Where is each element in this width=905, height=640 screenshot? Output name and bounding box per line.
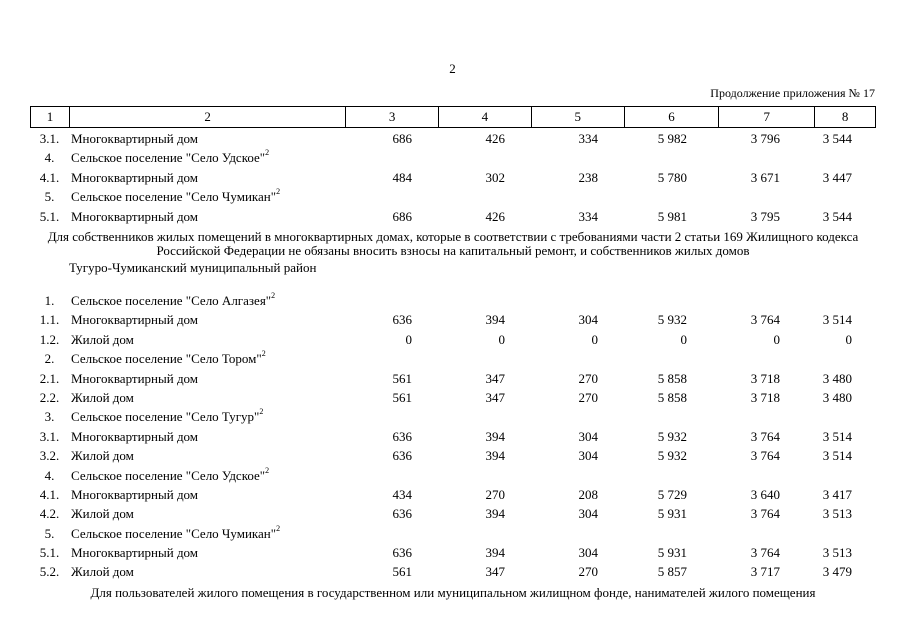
value-col-8: 3 479 <box>822 564 852 580</box>
value-col-5: 270 <box>578 389 598 405</box>
value-col-5: 334 <box>578 131 598 146</box>
table-row <box>30 543 876 562</box>
table-row <box>30 168 876 187</box>
value-col-6: 5 780 <box>657 169 687 185</box>
row-number: 4. <box>44 467 55 483</box>
value-col-5: 238 <box>578 169 598 185</box>
value-col-6: 5 858 <box>657 389 687 405</box>
value-col-4: 394 <box>485 448 505 464</box>
value-col-8: 0 <box>845 331 852 347</box>
value-col-5: 304 <box>578 545 598 561</box>
row-name <box>69 349 346 368</box>
row-name <box>69 485 346 504</box>
table-row <box>30 291 876 310</box>
value-col-7 <box>720 524 816 543</box>
table-row <box>30 466 876 485</box>
value-col-4 <box>439 349 532 368</box>
value-col-8 <box>816 524 876 543</box>
row-name-text: Многоквартирный дом <box>71 131 199 146</box>
row-name <box>69 427 346 446</box>
row-name <box>69 562 346 581</box>
header-col-2: 2 <box>70 107 346 127</box>
table-row <box>30 446 876 465</box>
table-row <box>30 524 876 543</box>
table-row <box>30 207 876 226</box>
value-col-3: 561 <box>392 389 412 405</box>
value-col-5 <box>532 349 625 368</box>
table-row <box>30 485 876 504</box>
value-col-6: 5 729 <box>657 486 687 502</box>
value-col-8: 3 514 <box>822 448 852 464</box>
row-number: 4.2. <box>39 506 60 522</box>
header-col-1: 1 <box>31 107 70 127</box>
value-col-7 <box>720 466 816 485</box>
value-col-4: 347 <box>485 370 505 386</box>
row-name <box>69 388 346 407</box>
value-col-5: 304 <box>578 312 598 328</box>
value-col-6 <box>625 349 720 368</box>
value-col-7: 3 764 <box>750 506 780 522</box>
value-col-6 <box>625 148 720 167</box>
value-col-4: 302 <box>485 169 505 185</box>
value-col-4: 270 <box>485 486 505 502</box>
row-name <box>69 524 346 543</box>
row-name-text: Жилой дом <box>71 448 134 464</box>
value-col-5: 208 <box>578 486 598 502</box>
value-col-6: 5 931 <box>657 506 687 522</box>
value-col-4: 394 <box>485 506 505 522</box>
row-name <box>69 369 346 388</box>
value-col-8: 3 513 <box>822 506 852 522</box>
row-number: 2.2. <box>39 389 60 405</box>
value-col-8: 3 514 <box>822 428 852 444</box>
value-col-8: 3 513 <box>822 545 852 561</box>
row-name-text: Сельское поселение "Село Чумикан" <box>71 189 277 205</box>
value-col-8 <box>816 466 876 485</box>
value-col-4: 0 <box>498 331 505 347</box>
value-col-5: 304 <box>578 448 598 464</box>
row-name <box>69 148 346 167</box>
value-col-3 <box>346 466 439 485</box>
value-col-7: 3 764 <box>750 312 780 328</box>
value-col-8: 3 480 <box>822 389 852 405</box>
row-name-text: Многоквартирный дом <box>71 428 199 444</box>
value-col-6: 5 857 <box>657 564 687 580</box>
row-name <box>69 187 346 206</box>
row-name-text: Сельское поселение "Село Алгазея" <box>71 293 272 308</box>
value-col-5: 304 <box>578 506 598 522</box>
value-col-7: 0 <box>773 331 780 347</box>
header-col-6: 6 <box>625 107 720 127</box>
row-name <box>69 466 346 485</box>
value-col-7: 3 717 <box>750 564 780 580</box>
value-col-6 <box>625 291 720 310</box>
value-col-4: 426 <box>485 208 505 224</box>
header-col-8: 8 <box>841 109 849 124</box>
footnote-marker: 2 <box>265 465 270 475</box>
row-number: 4. <box>44 150 55 166</box>
row-number: 5.1. <box>39 545 60 561</box>
value-col-3: 0 <box>405 331 412 347</box>
row-number: 2. <box>44 351 55 367</box>
page-number: 2 <box>449 61 456 76</box>
value-col-4 <box>439 148 532 167</box>
value-col-7: 3 795 <box>750 208 780 224</box>
value-col-6: 5 932 <box>657 428 687 444</box>
row-number: 4.1. <box>39 169 60 185</box>
value-col-8: 3 417 <box>822 486 852 502</box>
value-col-8 <box>816 187 876 206</box>
value-col-3: 484 <box>392 169 412 185</box>
value-col-5: 334 <box>578 208 598 224</box>
row-number: 5.1. <box>39 208 60 224</box>
row-number: 5. <box>44 525 55 541</box>
value-col-3 <box>346 407 439 426</box>
value-col-7: 3 718 <box>750 370 780 386</box>
row-name <box>69 207 346 226</box>
value-col-5: 270 <box>578 370 598 386</box>
value-col-5 <box>532 466 625 485</box>
value-col-5: 270 <box>578 564 598 580</box>
value-col-6 <box>625 524 720 543</box>
header-col-5: 5 <box>532 107 625 127</box>
value-col-5 <box>532 148 625 167</box>
value-col-8 <box>816 148 876 167</box>
value-col-6: 5 982 <box>657 131 687 146</box>
header-col-4: 4 <box>439 107 532 127</box>
value-col-3: 636 <box>392 506 412 522</box>
row-name-text: Жилой дом <box>71 331 134 347</box>
value-col-7 <box>720 291 816 310</box>
value-col-6: 5 931 <box>657 545 687 561</box>
value-col-4: 394 <box>485 428 505 444</box>
row-name-text: Многоквартирный дом <box>71 312 199 328</box>
row-name-text: Сельское поселение "Село Тором" <box>71 351 262 367</box>
value-col-3 <box>346 349 439 368</box>
table-row <box>30 349 876 368</box>
value-col-8 <box>816 291 876 310</box>
row-name <box>69 504 346 523</box>
header-col-3: 3 <box>346 107 439 127</box>
row-name <box>69 330 346 349</box>
table-row <box>30 187 876 206</box>
value-col-3: 636 <box>392 545 412 561</box>
section-paragraph-next: Для пользователей жилого помещения в государственном или муниципальном жилищном фонде, нанимателей жилого помещения <box>90 585 816 600</box>
value-col-8: 3 544 <box>822 131 852 146</box>
table-body-bottom <box>30 291 876 582</box>
value-col-8: 3 514 <box>822 312 852 328</box>
row-name <box>69 168 346 187</box>
value-col-8 <box>816 407 876 426</box>
row-name <box>69 129 346 148</box>
value-col-7 <box>720 187 816 206</box>
row-name-text: Жилой дом <box>71 506 134 522</box>
footnote-marker: 2 <box>271 291 276 300</box>
value-col-8: 3 447 <box>822 169 852 185</box>
value-col-8 <box>816 349 876 368</box>
row-name-text: Сельское поселение "Село Удское" <box>71 150 266 166</box>
row-number: 1.1. <box>39 312 60 328</box>
value-col-6: 5 858 <box>657 370 687 386</box>
row-name-text: Жилой дом <box>71 564 134 580</box>
table-row <box>30 388 876 407</box>
value-col-6 <box>625 187 720 206</box>
value-col-4: 394 <box>485 312 505 328</box>
continuation-label: Продолжение приложения № 17 <box>710 86 875 100</box>
value-col-5: 304 <box>578 428 598 444</box>
table-row <box>30 504 876 523</box>
table-row <box>30 129 876 148</box>
row-number: 5.2. <box>39 564 60 580</box>
value-col-4: 426 <box>485 131 505 146</box>
value-col-5 <box>532 524 625 543</box>
row-name <box>69 543 346 562</box>
value-col-7 <box>720 407 816 426</box>
footnote-marker: 2 <box>259 407 264 417</box>
value-col-4 <box>439 466 532 485</box>
value-col-5: 0 <box>591 331 598 347</box>
value-col-7: 3 640 <box>750 486 780 502</box>
value-col-5 <box>532 187 625 206</box>
value-col-3: 636 <box>392 312 412 328</box>
value-col-6 <box>625 407 720 426</box>
value-col-7: 3 764 <box>750 545 780 561</box>
value-col-7: 3 671 <box>750 169 780 185</box>
table-row <box>30 562 876 581</box>
row-number: 2.1. <box>39 370 60 386</box>
row-name-text: Многоквартирный дом <box>71 370 199 386</box>
value-col-3 <box>346 187 439 206</box>
value-col-5 <box>532 407 625 426</box>
row-number: 1. <box>44 293 55 308</box>
row-name-text: Многоквартирный дом <box>71 208 199 224</box>
row-number: 3.1. <box>39 131 60 146</box>
value-col-3: 434 <box>392 486 412 502</box>
table-row <box>30 148 876 167</box>
row-name-text: Сельское поселение "Село Тугур" <box>71 409 260 425</box>
value-col-6: 0 <box>680 331 687 347</box>
value-col-5 <box>532 291 625 310</box>
row-name-text: Сельское поселение "Село Чумикан" <box>71 525 277 541</box>
value-col-3: 686 <box>392 131 412 146</box>
value-col-7: 3 764 <box>750 448 780 464</box>
value-col-4 <box>439 524 532 543</box>
footnote-marker: 2 <box>276 187 281 197</box>
row-number: 3.2. <box>39 448 60 464</box>
value-col-3 <box>346 524 439 543</box>
row-name-text: Многоквартирный дом <box>71 486 199 502</box>
value-col-7: 3 764 <box>750 428 780 444</box>
value-col-7 <box>720 349 816 368</box>
value-col-8: 3 480 <box>822 370 852 386</box>
row-number: 1.2. <box>39 331 60 347</box>
district-name: Тугуро-Чумиканский муниципальный район <box>69 260 317 275</box>
value-col-3: 636 <box>392 448 412 464</box>
table-row <box>30 427 876 446</box>
row-number: 5. <box>44 189 55 205</box>
value-col-3: 561 <box>392 370 412 386</box>
value-col-3: 561 <box>392 564 412 580</box>
value-col-3: 636 <box>392 428 412 444</box>
value-col-4 <box>439 291 532 310</box>
value-col-7 <box>720 148 816 167</box>
row-number: 3. <box>44 409 55 425</box>
value-col-6: 5 932 <box>657 448 687 464</box>
value-col-4 <box>439 187 532 206</box>
value-col-4: 347 <box>485 564 505 580</box>
footnote-marker: 2 <box>276 523 281 533</box>
value-col-6: 5 981 <box>657 208 687 224</box>
value-col-3 <box>346 148 439 167</box>
value-col-8: 3 544 <box>822 208 852 224</box>
header-col-7: 7 <box>719 107 815 127</box>
row-name-text: Сельское поселение "Село Удское" <box>71 467 266 483</box>
table-header <box>30 106 876 128</box>
section-paragraph: Для собственников жилых помещений в многоквартирных домах, которые в соответствии с требованиями части 2 статьи 169 Жилищного кодекса Российской Федерации не обязаны вносить взносы на капитальный ремонт, и собственников жилых домов <box>47 229 859 258</box>
row-name-text: Многоквартирный дом <box>71 169 199 185</box>
table-row <box>30 310 876 329</box>
footnote-marker: 2 <box>265 148 270 158</box>
value-col-3: 686 <box>392 208 412 224</box>
footnote-marker: 2 <box>261 349 266 359</box>
value-col-7: 3 718 <box>750 389 780 405</box>
table-row <box>30 369 876 388</box>
row-number: 3.1. <box>39 428 60 444</box>
value-col-3 <box>346 291 439 310</box>
row-name <box>69 310 346 329</box>
value-col-6: 5 932 <box>657 312 687 328</box>
row-name <box>69 291 346 310</box>
table-body-top <box>30 129 876 226</box>
row-name-text: Многоквартирный дом <box>71 545 199 561</box>
value-col-4: 394 <box>485 545 505 561</box>
row-name-text: Жилой дом <box>71 389 134 405</box>
value-col-7: 3 796 <box>750 131 780 146</box>
table-row <box>30 330 876 349</box>
table-row <box>30 407 876 426</box>
row-number: 4.1. <box>39 486 60 502</box>
value-col-4 <box>439 407 532 426</box>
row-name <box>69 446 346 465</box>
value-col-4: 347 <box>485 389 505 405</box>
row-name <box>69 407 346 426</box>
value-col-6 <box>625 466 720 485</box>
